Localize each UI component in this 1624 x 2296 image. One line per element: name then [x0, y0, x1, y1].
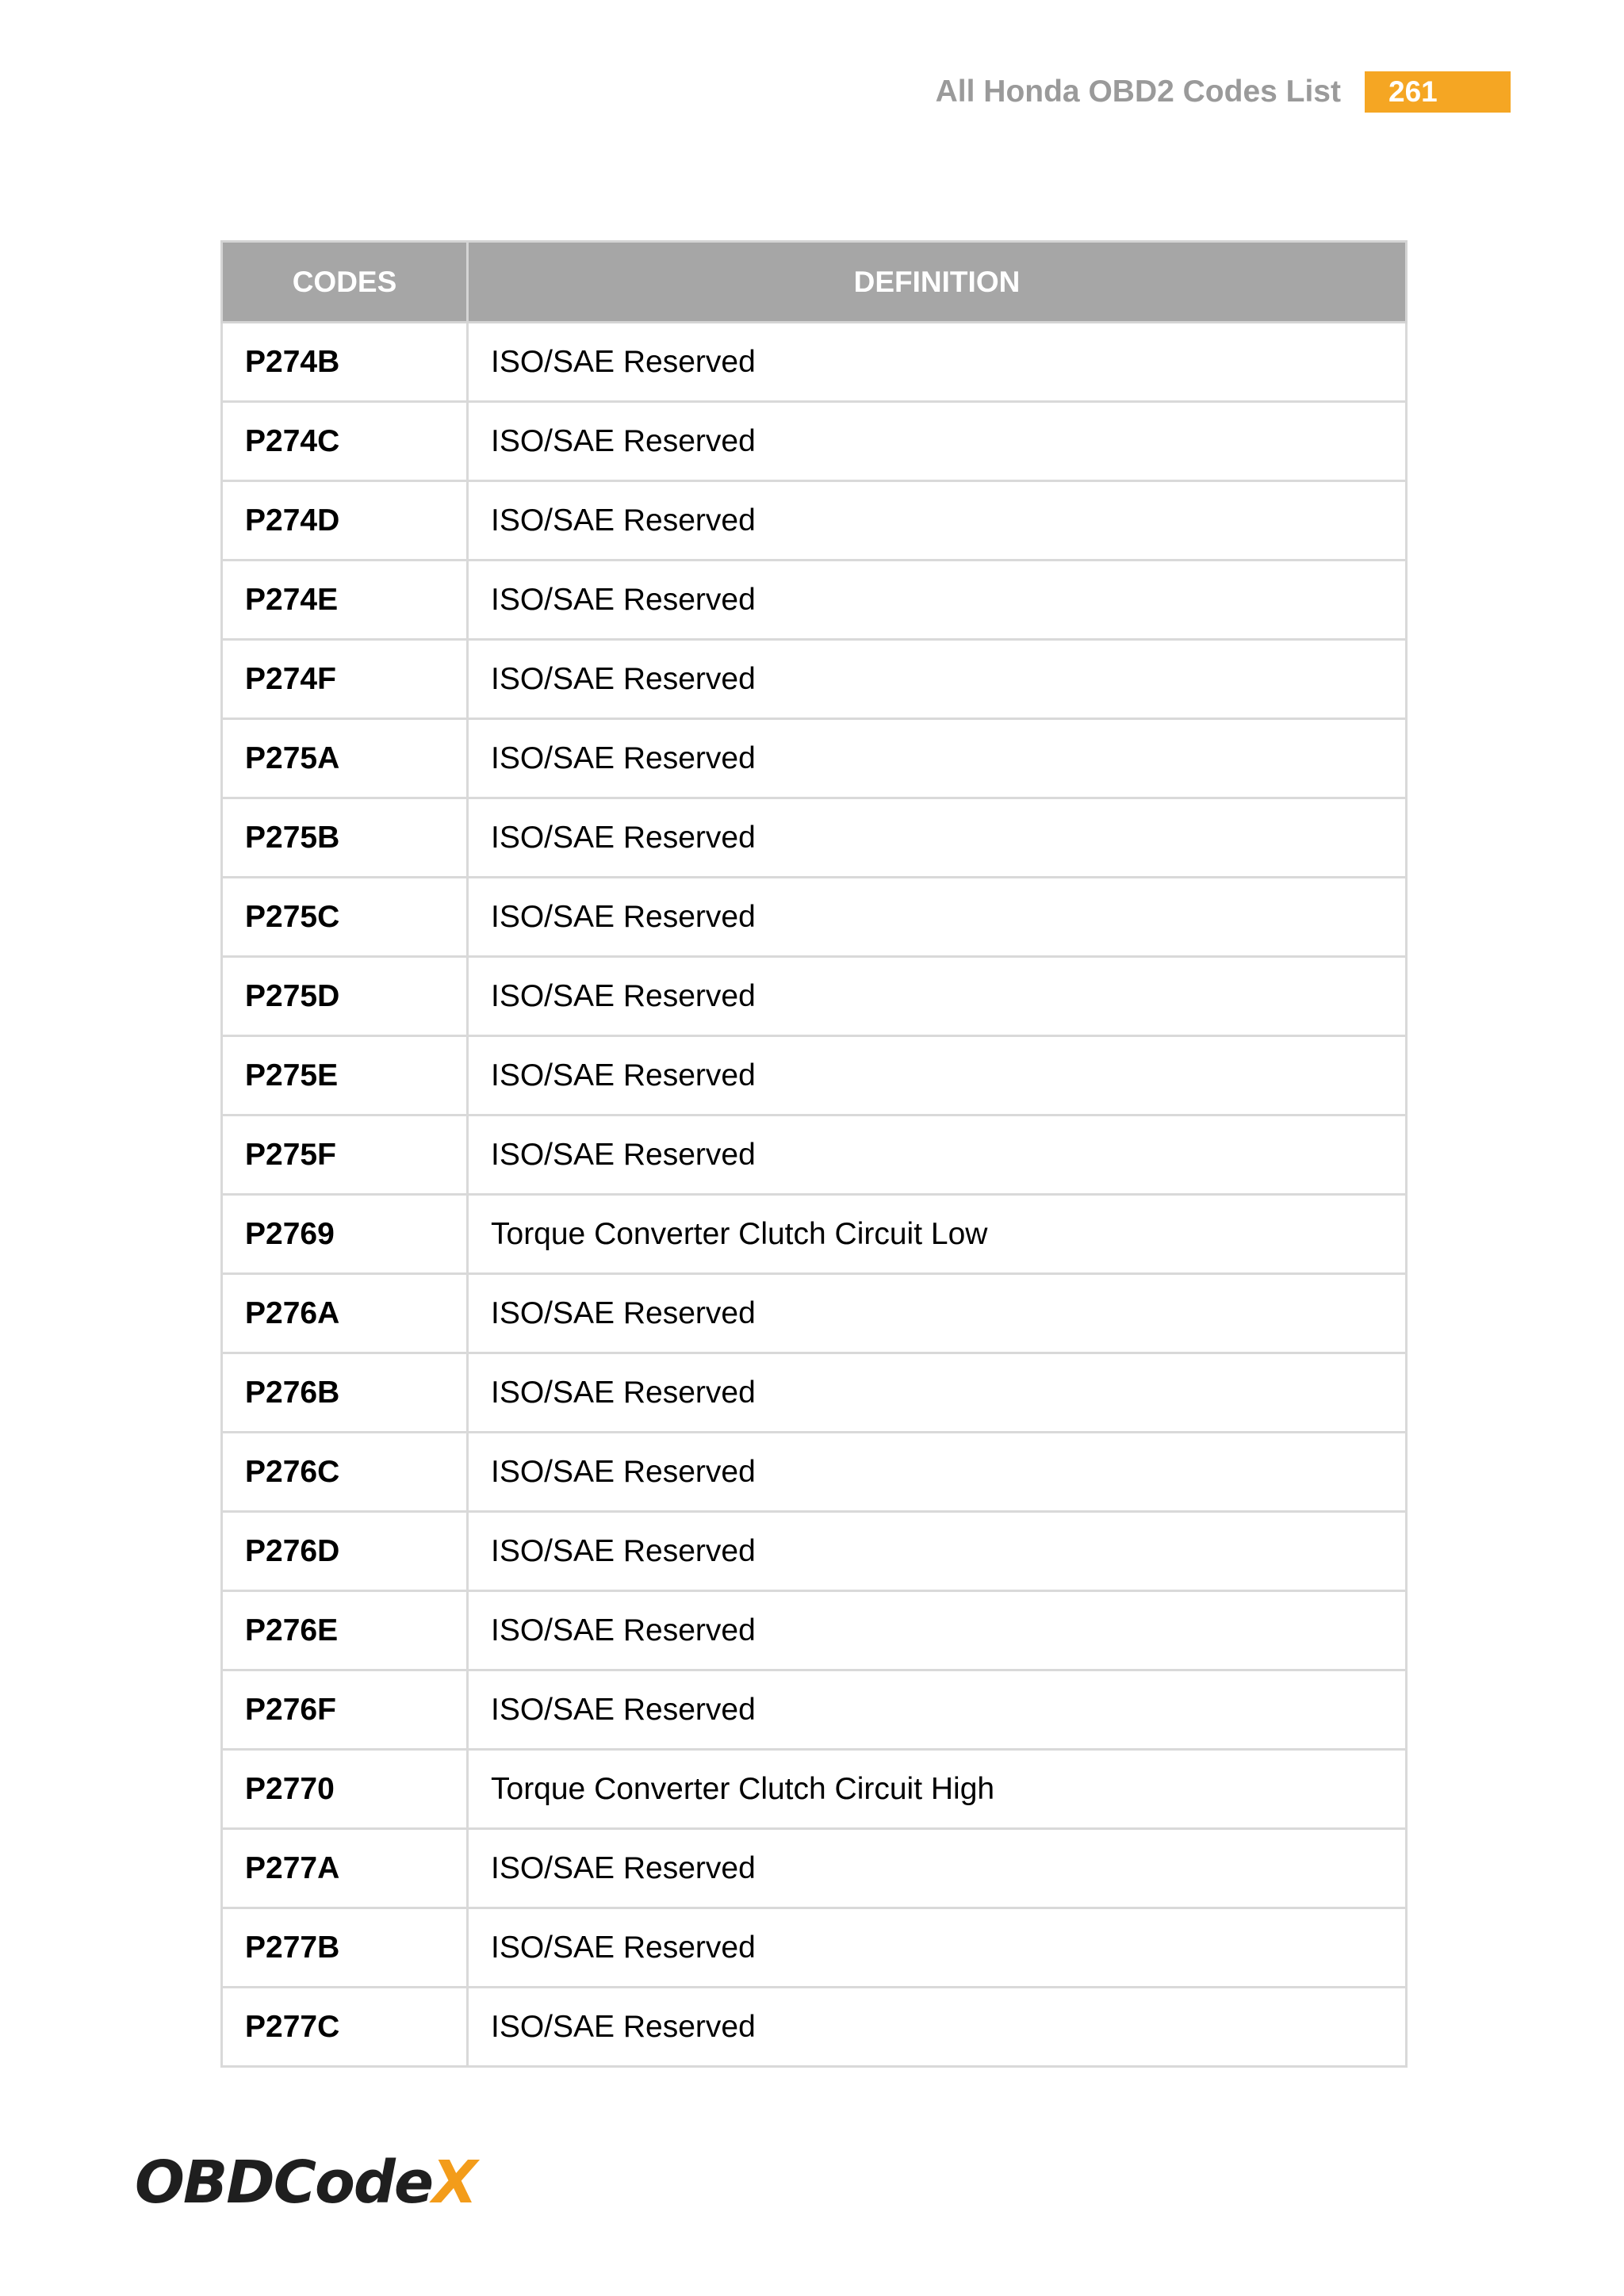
table-row [222, 640, 1407, 719]
code-cell: P274F [222, 640, 468, 719]
code-cell: P276A [222, 1274, 468, 1353]
definition-cell: ISO/SAE Reserved [468, 798, 1407, 878]
code-cell: P274E [222, 561, 468, 640]
page-header [936, 71, 1511, 113]
obdcodex-logo [135, 2149, 477, 2217]
table-row [222, 1670, 1407, 1750]
table-row [222, 1036, 1407, 1115]
logo-text-main: OBDCode [135, 2149, 433, 2217]
definition-cell: ISO/SAE Reserved [468, 1829, 1407, 1908]
table-row [222, 1353, 1407, 1433]
code-cell: P274B [222, 323, 468, 402]
definition-cell: ISO/SAE Reserved [468, 957, 1407, 1036]
code-cell: P274C [222, 402, 468, 481]
definition-cell: ISO/SAE Reserved [468, 1591, 1407, 1670]
definition-cell: ISO/SAE Reserved [468, 719, 1407, 798]
definition-cell: ISO/SAE Reserved [468, 878, 1407, 957]
code-cell: P276C [222, 1433, 468, 1512]
code-cell: P275A [222, 719, 468, 798]
document-title: All Honda OBD2 Codes List [935, 75, 1341, 109]
definition-cell: ISO/SAE Reserved [468, 323, 1407, 402]
definition-cell: ISO/SAE Reserved [468, 1512, 1407, 1591]
table-row [222, 1115, 1407, 1195]
definition-cell: ISO/SAE Reserved [468, 1433, 1407, 1512]
table-row [222, 957, 1407, 1036]
code-cell: P275E [222, 1036, 468, 1115]
table-row [222, 1512, 1407, 1591]
table-row [222, 1988, 1407, 2067]
definition-cell: ISO/SAE Reserved [468, 1988, 1407, 2067]
definition-cell: Torque Converter Clutch Circuit High [468, 1750, 1407, 1829]
codes-table [220, 240, 1408, 2068]
definition-cell: ISO/SAE Reserved [468, 1670, 1407, 1750]
table-row [222, 1591, 1407, 1670]
code-cell: P277A [222, 1829, 468, 1908]
definition-cell: ISO/SAE Reserved [468, 481, 1407, 561]
table-row [222, 1750, 1407, 1829]
definition-cell: ISO/SAE Reserved [468, 1908, 1407, 1988]
table-row [222, 323, 1407, 402]
code-cell: P276D [222, 1512, 468, 1591]
definition-cell: ISO/SAE Reserved [468, 1036, 1407, 1115]
column-header-codes: CODES [222, 242, 468, 323]
code-cell: P2770 [222, 1750, 468, 1829]
table-row [222, 402, 1407, 481]
definition-cell: ISO/SAE Reserved [468, 561, 1407, 640]
definition-cell: ISO/SAE Reserved [468, 640, 1407, 719]
table-row [222, 878, 1407, 957]
code-cell: P2769 [222, 1195, 468, 1274]
table-row [222, 1908, 1407, 1988]
table-header-row [222, 242, 1407, 323]
logo-text-accent: X [432, 2149, 477, 2217]
code-cell: P276E [222, 1591, 468, 1670]
definition-cell: ISO/SAE Reserved [468, 402, 1407, 481]
code-cell: P277B [222, 1908, 468, 1988]
definition-cell: ISO/SAE Reserved [468, 1274, 1407, 1353]
code-cell: P275D [222, 957, 468, 1036]
table-row [222, 719, 1407, 798]
table-row [222, 798, 1407, 878]
code-cell: P275F [222, 1115, 468, 1195]
table-row [222, 1433, 1407, 1512]
definition-cell: ISO/SAE Reserved [468, 1353, 1407, 1433]
code-cell: P276F [222, 1670, 468, 1750]
definition-cell: Torque Converter Clutch Circuit Low [468, 1195, 1407, 1274]
code-cell: P277C [222, 1988, 468, 2067]
definition-cell: ISO/SAE Reserved [468, 1115, 1407, 1195]
table-row [222, 561, 1407, 640]
table-row [222, 1829, 1407, 1908]
code-cell: P274D [222, 481, 468, 561]
code-cell: P275C [222, 878, 468, 957]
table-row [222, 1274, 1407, 1353]
table-row [222, 481, 1407, 561]
column-header-definition: DEFINITION [468, 242, 1407, 323]
code-cell: P275B [222, 798, 468, 878]
code-cell: P276B [222, 1353, 468, 1433]
table-row [222, 1195, 1407, 1274]
page-number-badge: 261 [1365, 71, 1511, 113]
